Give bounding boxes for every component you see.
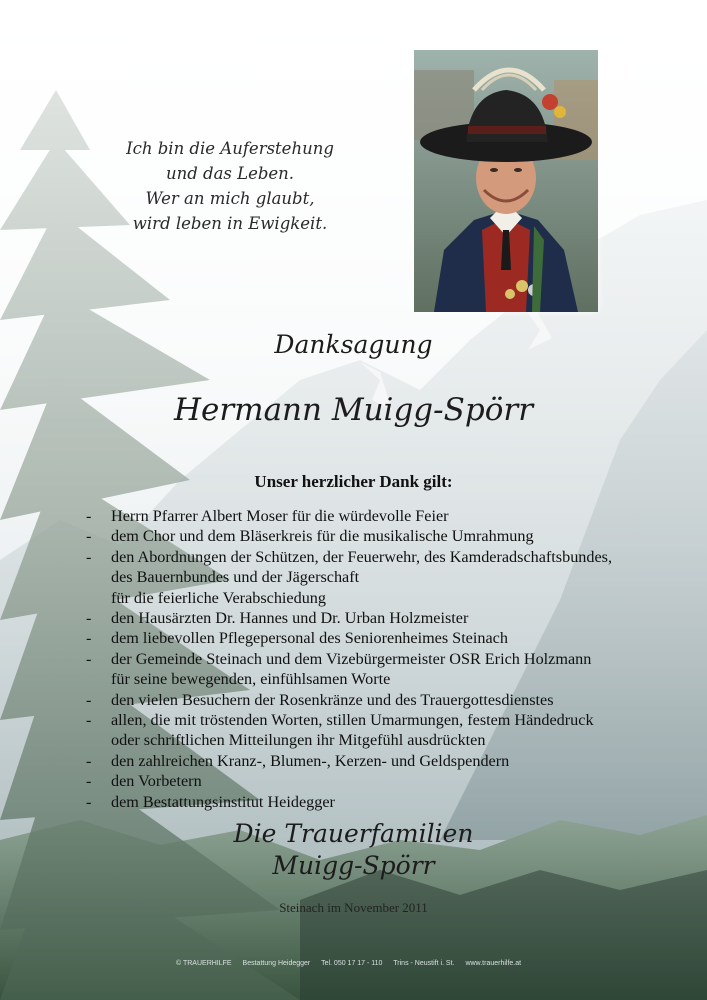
bible-verse <box>70 136 390 236</box>
verse-line: Ich bin die Auferstehung <box>126 139 334 158</box>
thanks-item-line: den zahlreichen Kranz-, Blumen-, Kerzen- und Geldspendern <box>111 751 510 770</box>
thanks-item-line: allen, die mit tröstenden Worten, stillen Umarmungen, festem Händedruck <box>111 711 594 730</box>
thanks-item-line: für seine bewegenden, einfühlsamen Worte <box>111 670 391 689</box>
thanks-list-item <box>86 792 686 812</box>
thanks-list-item <box>86 526 686 546</box>
thanks-list-item <box>86 690 686 710</box>
thanks-item-line: den Abordnungen der Schützen, der Feuerwehr, des Kamderadschaftsbundes, <box>111 547 613 566</box>
footer-funeral-home: Bestattung Heidegger <box>242 960 311 967</box>
verse-line: und das Leben. <box>165 164 295 183</box>
verse-line: Wer an mich glaubt, <box>145 189 315 208</box>
thanks-item-line: dem liebevollen Pflegepersonal des Seniorenheimes Steinach <box>111 629 508 648</box>
deceased-name: Hermann Muigg-Spörr <box>173 392 534 428</box>
dash-bullet: - <box>86 547 92 566</box>
dash-bullet: - <box>86 792 92 811</box>
mourning-families <box>0 818 707 882</box>
dash-bullet: - <box>86 527 92 546</box>
thanks-list-item <box>86 628 686 648</box>
thanks-list <box>86 506 686 812</box>
thanks-item-line: der Gemeinde Steinach und dem Vizebürgermeister OSR Erich Holzmann <box>111 649 592 668</box>
thanks-item-line: den vielen Besuchern der Rosenkränze und des Trauergottesdienstes <box>111 690 554 709</box>
thanks-list-item <box>86 649 686 690</box>
thanks-list-item <box>86 547 686 608</box>
thanks-item-line: dem Chor und dem Bläserkreis für die musikalische Umrahmung <box>111 527 534 546</box>
thanks-list-item <box>86 608 686 628</box>
footer-website[interactable]: www.trauerhilfe.at <box>465 960 522 967</box>
place-date: Steinach im November 2011 <box>279 900 428 915</box>
verse-line: wird leben in Ewigkeit. <box>132 214 328 233</box>
thanks-list-item <box>86 751 686 771</box>
thanks-item-line: des Bauernbundes und der Jägerschaft <box>111 568 360 587</box>
footer-phone: Tel. 050 17 17 - 110 <box>321 960 383 967</box>
thanks-item-line: Herrn Pfarrer Albert Moser für die würdevolle Feier <box>111 507 449 525</box>
thanks-list-item <box>86 771 686 791</box>
footer <box>176 960 596 967</box>
portrait-photo <box>414 50 598 312</box>
heading-danksagung: Danksagung <box>274 330 433 359</box>
dash-bullet: - <box>86 751 92 770</box>
thanks-item-line: den Hausärzten Dr. Hannes und Dr. Urban Holzmeister <box>111 609 469 628</box>
thanks-item-line: für die feierliche Verabschiedung <box>111 588 326 607</box>
footer-brand: © TRAUERHILFE <box>176 960 232 967</box>
thanks-item-line: den Vorbetern <box>111 772 202 791</box>
dash-bullet: - <box>86 772 92 791</box>
dash-bullet: - <box>86 711 92 730</box>
thanks-list-item <box>86 710 686 751</box>
thanks-title: Unser herzlicher Dank gilt: <box>254 472 453 491</box>
family-line: Die Trauerfamilien <box>233 819 474 848</box>
thanks-item-line: dem Bestattungsinstitut Heidegger <box>111 792 335 811</box>
dash-bullet: - <box>86 629 92 648</box>
dash-bullet: - <box>86 649 92 668</box>
dash-bullet: - <box>86 507 92 525</box>
family-line: Muigg-Spörr <box>272 851 435 880</box>
dash-bullet: - <box>86 690 92 709</box>
thanks-item-line: oder schriftlichen Mitteilungen ihr Mitgefühl ausdrückten <box>111 731 486 750</box>
thanks-list-item <box>86 506 686 526</box>
footer-locations: Trins - Neustift i. St. <box>393 960 455 967</box>
dash-bullet: - <box>86 609 92 628</box>
